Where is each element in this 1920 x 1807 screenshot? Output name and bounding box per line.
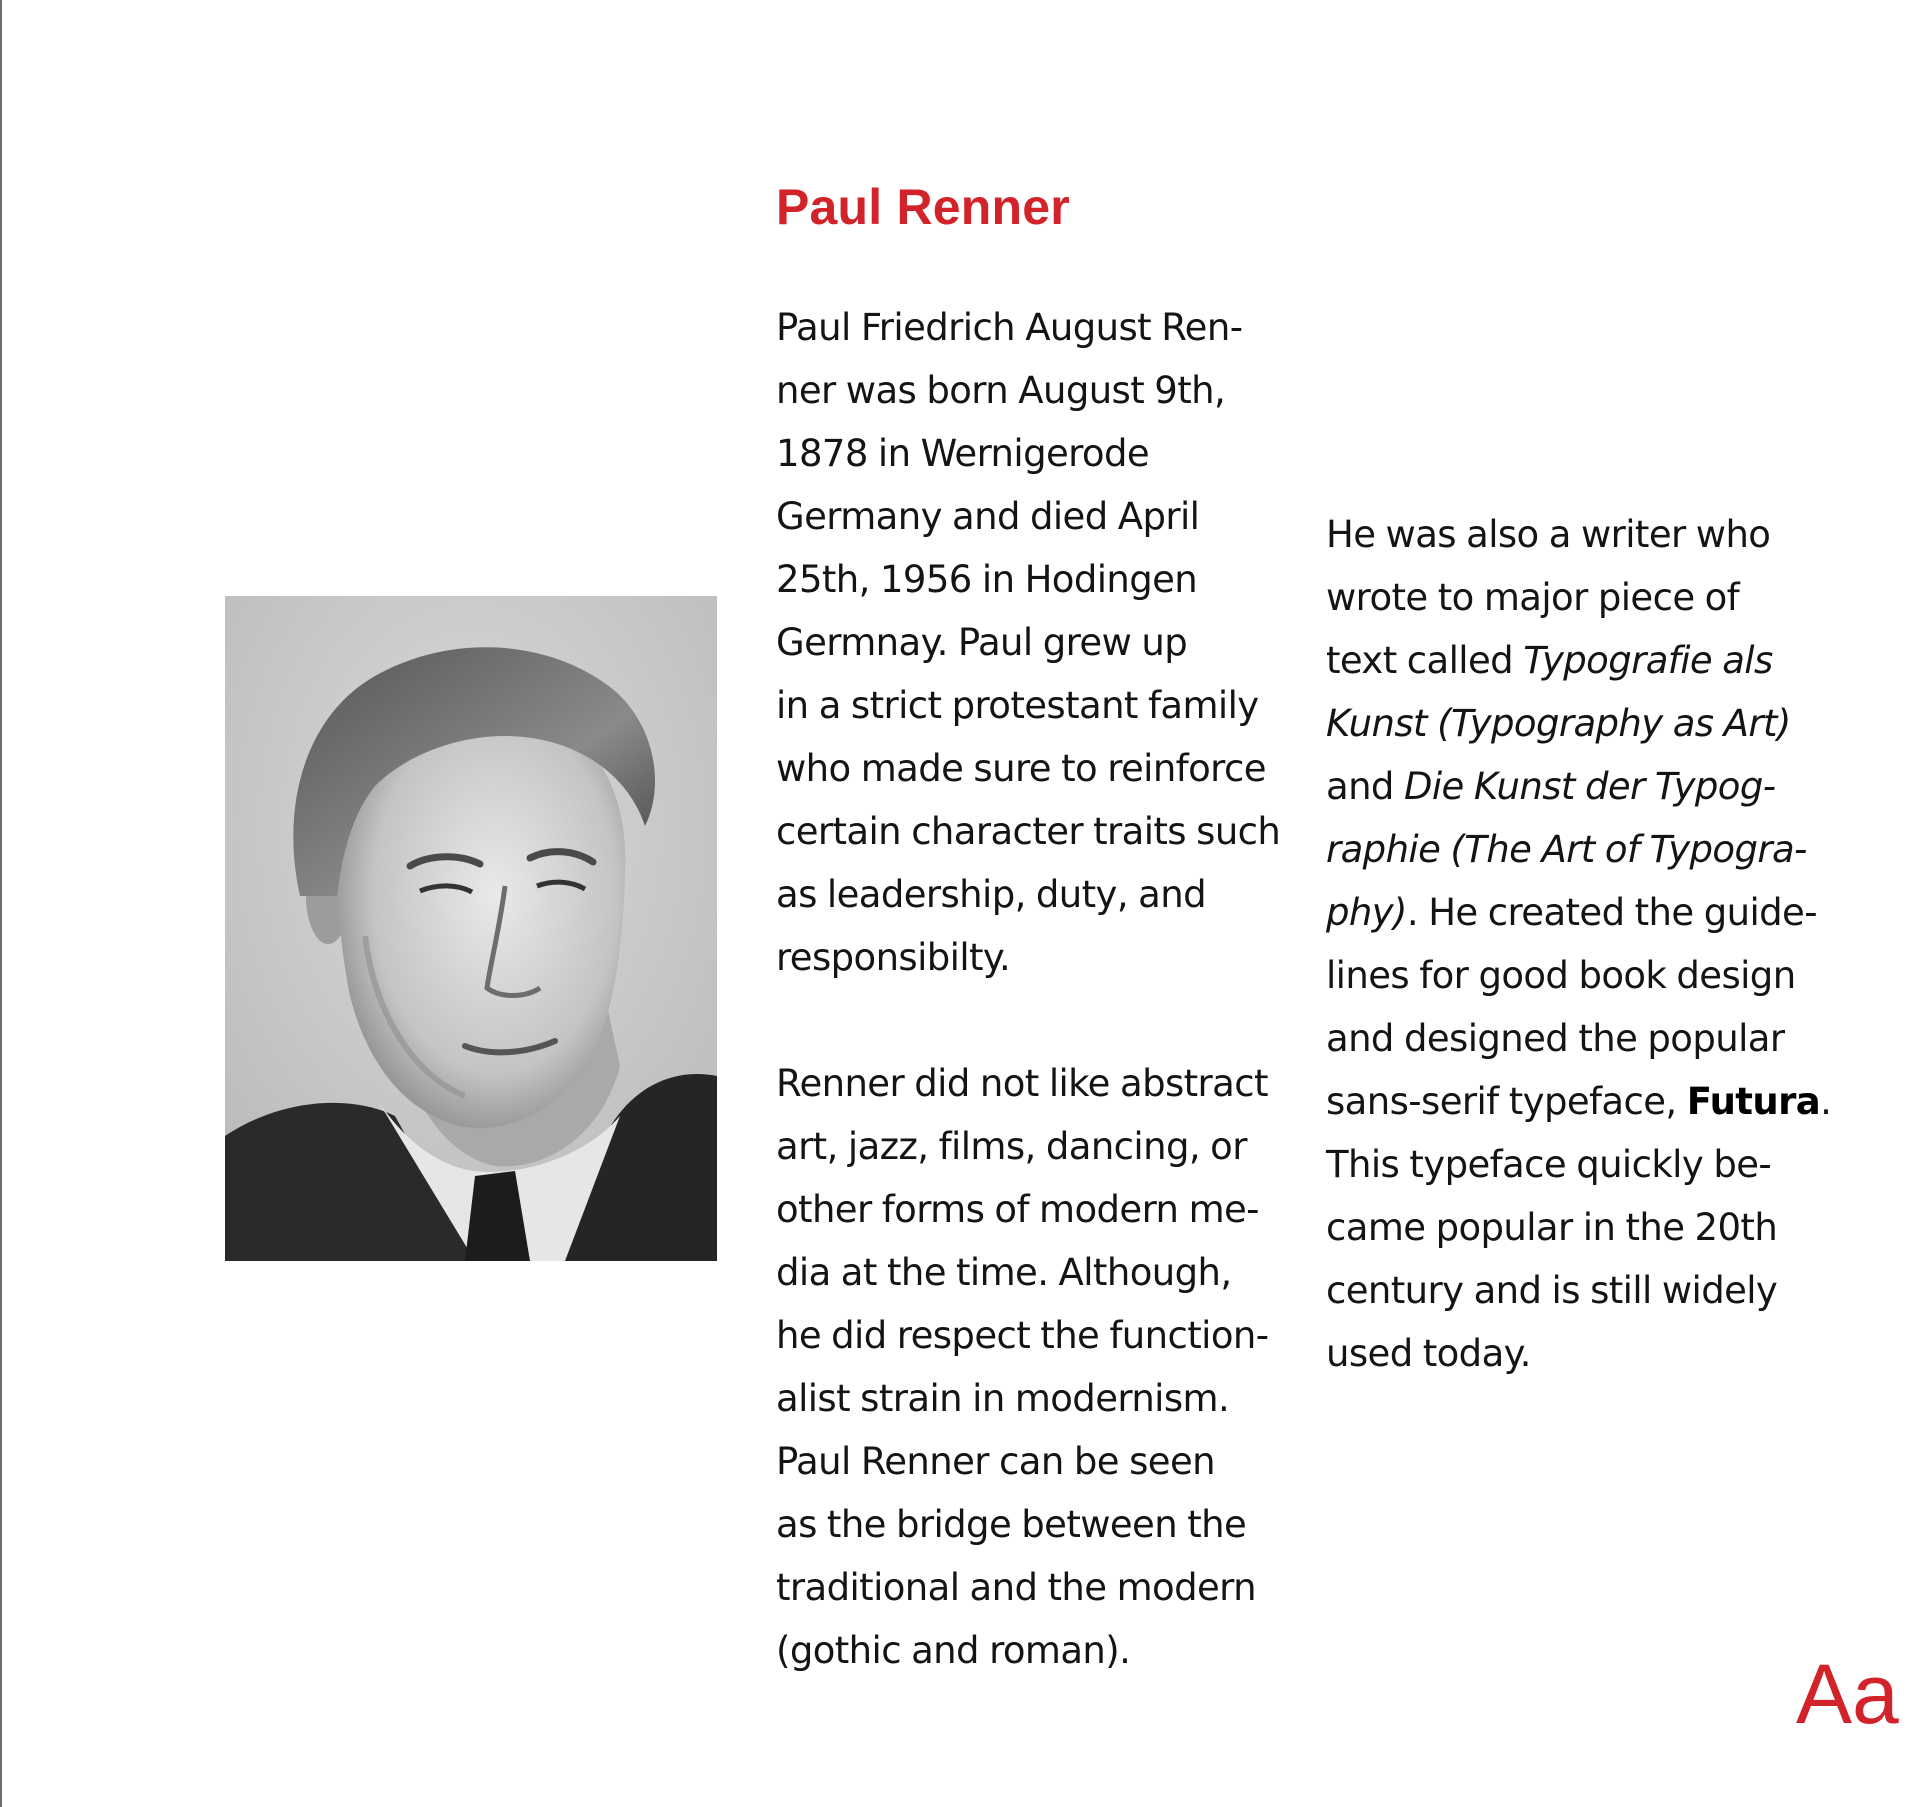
page-title: Paul Renner [776, 179, 1070, 235]
text-run: text called [1326, 639, 1524, 682]
text-line: lines for good book design [1326, 954, 1796, 997]
portrait-photo [225, 596, 717, 1261]
text-run: and [1326, 765, 1404, 808]
text-line [1326, 755, 1886, 818]
book-title-italic: phy) [1326, 891, 1407, 934]
text-line: wrote to major piece of [1326, 576, 1740, 619]
text-line: Paul Friedrich August Ren- [776, 306, 1243, 349]
text-line: This typeface quickly be- [1326, 1143, 1772, 1186]
book-title-italic: Kunst (Typography as Art) [1326, 702, 1791, 745]
text-line: Germnay. Paul grew up [776, 621, 1188, 664]
text-line: came popular in the 20th [1326, 1206, 1778, 1249]
typeface-name-bold: Futura [1686, 1080, 1821, 1123]
text-line: and designed the popular [1326, 1017, 1785, 1060]
text-line: century and is still widely [1326, 1269, 1778, 1312]
text-line: 1878 in Wernigerode [776, 432, 1150, 475]
text-line: certain character traits such [776, 810, 1281, 853]
text-line: art, jazz, films, dancing, or [776, 1125, 1247, 1168]
page-edge-line [0, 0, 2, 1807]
text-line: in a strict protestant family [776, 684, 1259, 727]
text-line [1326, 881, 1886, 944]
left-text-column [776, 296, 1296, 1682]
text-line: used today. [1326, 1332, 1531, 1375]
text-line: traditional and the modern [776, 1566, 1256, 1609]
text-line: (gothic and roman). [776, 1629, 1131, 1672]
text-run: sans-serif typeface, [1326, 1080, 1687, 1123]
corner-glyph-mark: Aa [1796, 1647, 1899, 1741]
text-line [1326, 629, 1886, 692]
text-run: . He created the guide- [1406, 891, 1817, 934]
text-line: alist strain in modernism. [776, 1377, 1230, 1420]
text-line: as leadership, duty, and [776, 873, 1206, 916]
text-line: dia at the time. Although, [776, 1251, 1232, 1294]
text-run: . [1820, 1080, 1832, 1123]
paragraph-gap [776, 989, 1296, 1052]
text-line: 25th, 1956 in Hodingen [776, 558, 1198, 601]
paragraph-preferences [776, 1052, 1296, 1682]
book-title-italic: raphie (The Art of Typogra- [1326, 828, 1807, 871]
text-line: who made sure to reinforce [776, 747, 1266, 790]
text-line: as the bridge between the [776, 1503, 1247, 1546]
text-line [1326, 1070, 1886, 1133]
text-line: ner was born August 9th, [776, 369, 1226, 412]
text-line: He was also a writer who [1326, 513, 1771, 556]
text-line: other forms of modern me- [776, 1188, 1259, 1231]
book-title-italic: Typografie als [1523, 639, 1773, 682]
text-line: he did respect the function- [776, 1314, 1269, 1357]
text-line: Germany and died April [776, 495, 1200, 538]
right-text-column [1326, 503, 1886, 1385]
book-title-italic: Die Kunst der Typog- [1403, 765, 1776, 808]
text-line: Paul Renner can be seen [776, 1440, 1215, 1483]
text-line: responsibilty. [776, 936, 1011, 979]
text-line: Renner did not like abstract [776, 1062, 1268, 1105]
paragraph-biography [776, 296, 1296, 989]
